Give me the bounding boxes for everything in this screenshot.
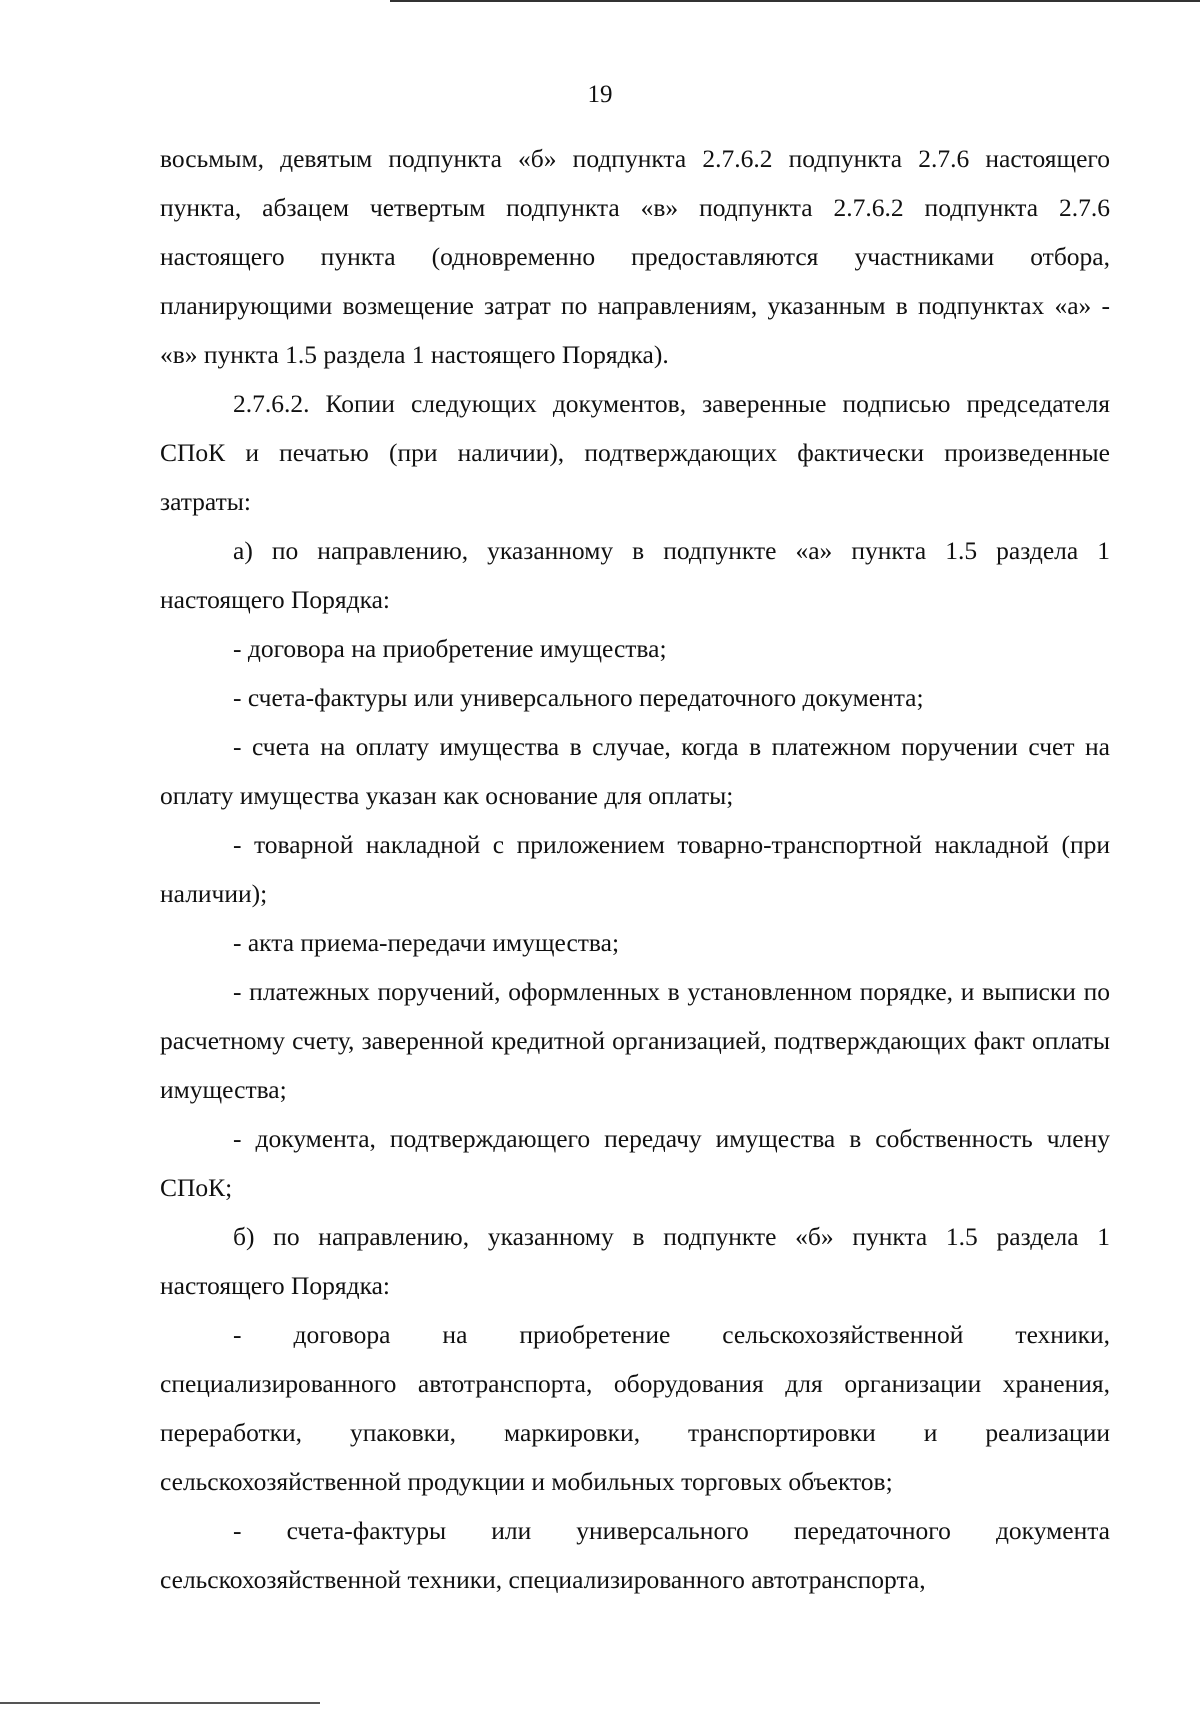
- document-body: [160, 134, 1110, 1604]
- list-item: - документа, подтверждающего передачу имущества в собственность члену СПоК;: [160, 1124, 1110, 1202]
- list-item: - счета на оплату имущества в случае, когда в платежном поручении счет на оплату имущества указан как основание для оплаты;: [160, 732, 1110, 810]
- paragraph-continuation: восьмым, девятым подпункта «б» подпункта 2.7.6.2 подпункта 2.7.6 настоящего пункта, абзацем четвертым подпункта «в» подпункта 2.7.6.2 подпункта 2.7.6 настоящего пункта (одновременно предоставляются участниками отбора, планирующими возмещение затрат по направлениям, указанным в подпунктах «а» - «в» пункта 1.5 раздела 1 настоящего Порядка).: [160, 144, 1110, 369]
- scan-edge-top: [390, 0, 1200, 2]
- paragraph-item-a: а) по направлению, указанному в подпункте «а» пункта 1.5 раздела 1 настоящего Порядка:: [160, 536, 1110, 614]
- list-item: - договора на приобретение имущества;: [233, 634, 667, 663]
- list-item: - товарной накладной с приложением товарно-транспортной накладной (при наличии);: [160, 830, 1110, 908]
- list-item: - договора на приобретение сельскохозяйственной техники, специализированного автотранспорта, оборудования для организации хранения, переработки, упаковки, маркировки, транспортировки и реализации сельскохозяйственной продукции и мобильных торговых объектов;: [160, 1320, 1110, 1496]
- list-item: - акта приема-передачи имущества;: [233, 928, 620, 957]
- paragraph-2-7-6-2: 2.7.6.2. Копии следующих документов, заверенные подписью председателя СПоК и печатью (при наличии), подтверждающих фактически произведенные затраты:: [160, 389, 1110, 516]
- page-number: 19: [587, 81, 613, 108]
- list-item: - платежных поручений, оформленных в установленном порядке, и выписки по расчетному счету, заверенной кредитной организацией, подтверждающих факт оплаты имущества;: [160, 977, 1110, 1104]
- list-item: - счета-фактуры или универсального передаточного документа сельскохозяйственной техники, специализированного автотранспорта,: [160, 1516, 1110, 1594]
- list-item: - счета-фактуры или универсального передаточного документа;: [233, 683, 924, 712]
- paragraph-item-b: б) по направлению, указанному в подпункте «б» пункта 1.5 раздела 1 настоящего Порядка:: [160, 1222, 1110, 1300]
- scan-edge-bottom: [0, 1702, 320, 1704]
